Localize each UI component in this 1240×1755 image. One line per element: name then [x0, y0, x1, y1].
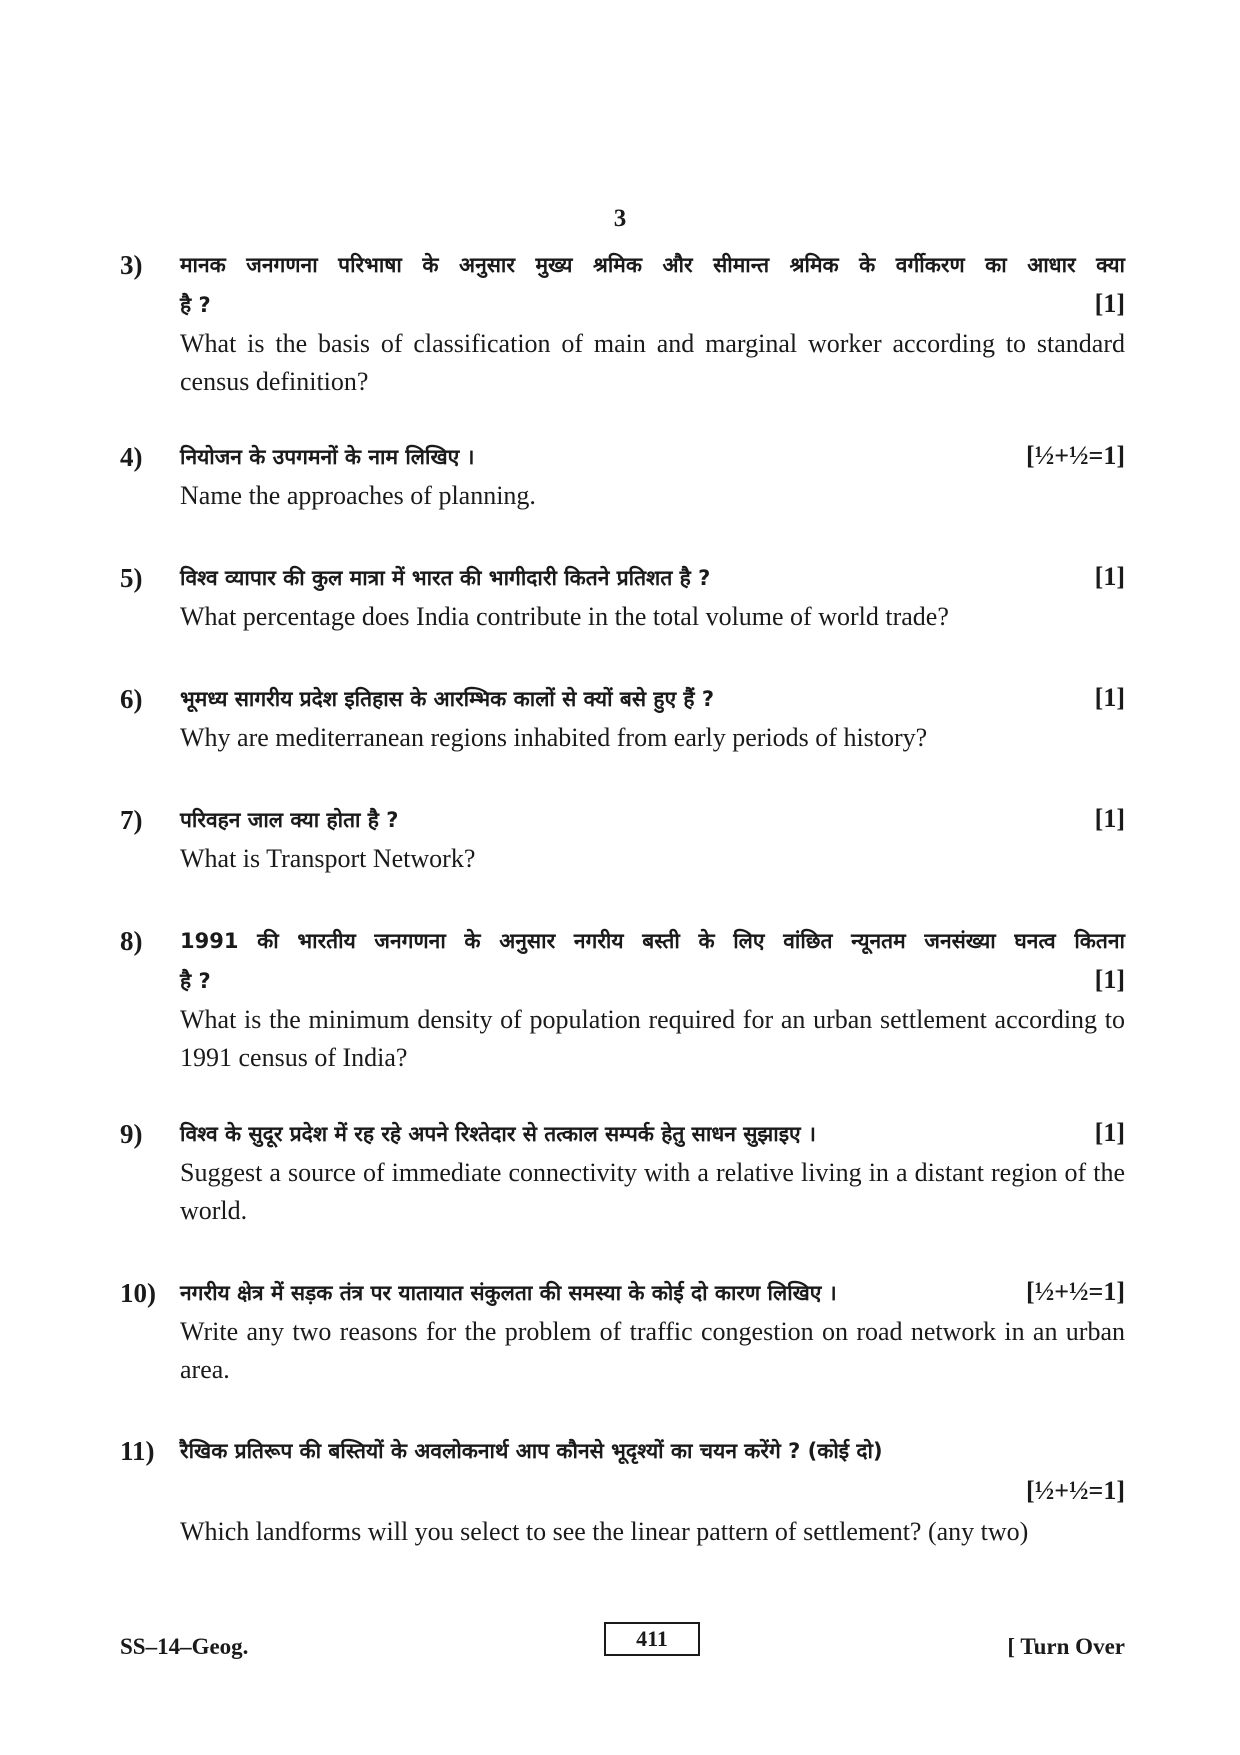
question-english-text: What is the basis of classification of main and marginal worker according to standard census definition? — [180, 329, 1125, 396]
question-marks: [1] — [1094, 965, 1125, 994]
question-number: 9) — [120, 1119, 143, 1149]
question-number: 4) — [120, 442, 143, 472]
question-marks: [1] — [1094, 562, 1125, 591]
question-marks: [1] — [1094, 1118, 1125, 1147]
question-hindi-text: रैखिक प्रतिरूप की बस्तियों के अवलोकनार्थ आप कौनसे भूदृश्यों का चयन करेंगे ? (कोई दो) — [180, 1439, 883, 1463]
question-6 — [120, 679, 1125, 757]
question-hindi-text-continued: है ? — [180, 969, 211, 993]
question-number: 3) — [120, 250, 143, 280]
question-number: 5) — [120, 563, 143, 593]
question-hindi-text: विश्व व्यापार की कुल मात्रा में भारत की भागीदारी कितने प्रतिशत है ? — [180, 566, 711, 590]
question-hindi-text: मानक जनगणना परिभाषा के अनुसार मुख्य श्रमिक और सीमान्त श्रमिक के वर्गीकरण का आधार क्या — [180, 253, 1125, 277]
question-marks: [1] — [1094, 289, 1125, 318]
question-5 — [120, 558, 1125, 636]
question-marks: [½+½=1] — [1026, 1277, 1125, 1306]
question-english-text: Which landforms will you select to see the linear pattern of settlement? (any two) — [180, 1517, 1029, 1546]
page-number: 3 — [613, 205, 627, 232]
question-10 — [120, 1273, 1125, 1389]
question-hindi-text: परिवहन जाल क्या होता है ? — [180, 808, 399, 832]
question-marks: [1] — [1094, 804, 1125, 833]
question-hindi-text: नगरीय क्षेत्र में सड़क तंत्र पर यातायात संकुलता की समस्या के कोई दो कारण लिखिए । — [180, 1281, 837, 1305]
question-marks: [½+½=1] — [1026, 1476, 1125, 1505]
question-8 — [120, 921, 1125, 1077]
question-hindi-text-continued: है ? — [180, 293, 211, 317]
paper-code: SS–14–Geog. — [120, 1634, 249, 1659]
turn-over-label: [ Turn Over — [1007, 1634, 1125, 1659]
question-number: 11) — [120, 1436, 155, 1466]
question-english-text: Write any two reasons for the problem of traffic congestion on road network in an urban area. — [180, 1317, 1125, 1384]
sheet-number-box: 411 — [604, 1622, 700, 1656]
question-marks: [½+½=1] — [1026, 441, 1125, 470]
question-4 — [120, 437, 1125, 515]
question-number: 7) — [120, 805, 143, 835]
question-3 — [120, 245, 1125, 401]
question-number: 10) — [120, 1278, 156, 1308]
question-11 — [120, 1431, 1125, 1551]
question-marks: [1] — [1094, 683, 1125, 712]
question-english-text: Suggest a source of immediate connectivity with a relative living in a distant region of the world. — [180, 1158, 1125, 1225]
question-number: 8) — [120, 926, 143, 956]
question-number: 6) — [120, 684, 143, 714]
question-hindi-text: भूमध्य सागरीय प्रदेश इतिहास के आरम्भिक कालों से क्यों बसे हुए हैं ? — [180, 687, 715, 711]
question-english-text: What percentage does India contribute in the total volume of world trade? — [180, 602, 949, 631]
question-hindi-text: नियोजन के उपगमनों के नाम लिखिए । — [180, 445, 475, 469]
question-hindi-text: विश्व के सुदूर प्रदेश में रह रहे अपने रिश्तेदार से तत्काल सम्पर्क हेतु साधन सुझाइए । — [180, 1122, 816, 1146]
question-7 — [120, 800, 1125, 878]
question-english-text: Name the approaches of planning. — [180, 481, 536, 510]
question-hindi-text: 1991 की भारतीय जनगणना के अनुसार नगरीय बस्ती के लिए वांछित न्यूनतम जनसंख्या घनत्व कितना — [180, 929, 1125, 953]
question-english-text: What is the minimum density of population required for an urban settlement according to 1991 census of India? — [180, 1005, 1125, 1072]
question-english-text: What is Transport Network? — [180, 844, 476, 873]
question-9 — [120, 1114, 1125, 1230]
question-english-text: Why are mediterranean regions inhabited from early periods of history? — [180, 723, 928, 752]
